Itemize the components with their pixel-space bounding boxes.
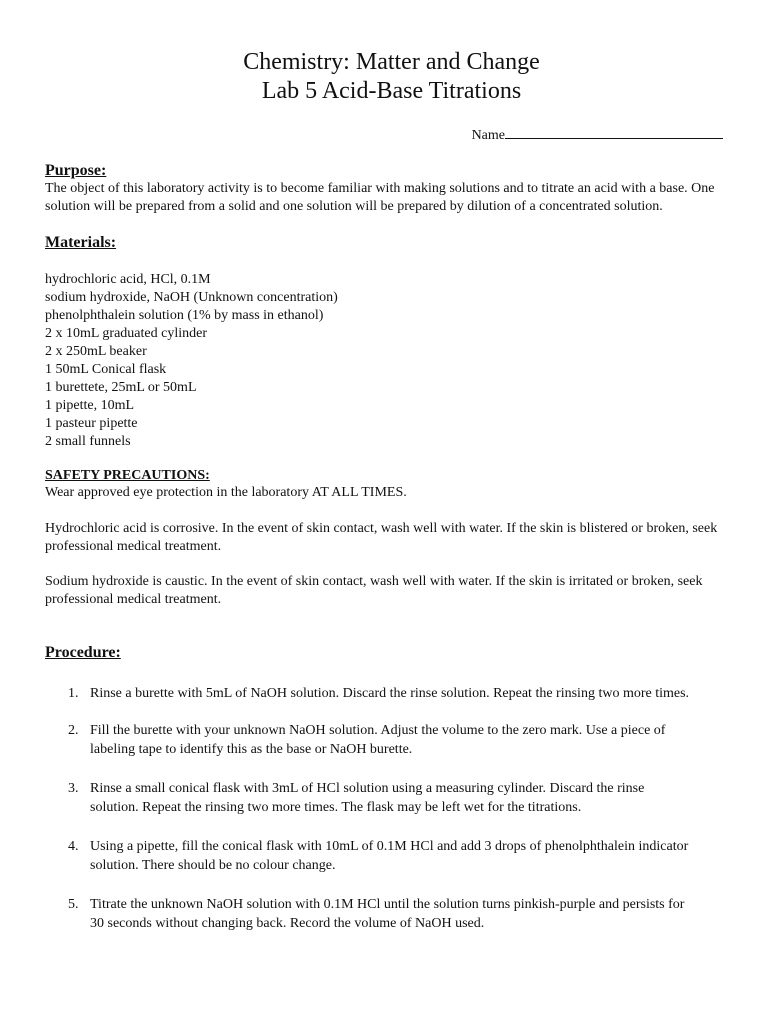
materials-section [45,234,724,451]
purpose-section [45,162,724,216]
material-item: sodium hydroxide, NaOH (Unknown concentration) [45,290,338,305]
material-item: 1 pipette, 10mL [45,398,135,413]
material-item: 2 small funnels [45,434,131,449]
step-text: Fill the burette with your unknown NaOH solution. Adjust the volume to the zero mark. Use a piece of labeling tape to identify this as the base or NaOH burette. [90,723,666,757]
material-item: 1 burettete, 25mL or 50mL [45,380,197,395]
title-line-lab: Lab 5 Acid-Base Titrations [261,78,522,104]
procedure-step [45,837,724,875]
step-text: Rinse a burette with 5mL of NaOH solution. Discard the rinse solution. Repeat the rinsing two more times. [90,686,690,701]
document-title [59,48,724,106]
safety-sodium-hydroxide: Sodium hydroxide is caustic. In the event of skin contact, wash well with water. If the skin is irritated or broken, seek professional medical treatment. [45,574,703,607]
materials-list [45,271,724,451]
procedure-step [45,721,724,759]
step-number: 4. [68,839,79,854]
safety-section [45,468,724,609]
step-text: Rinse a small conical flask with 3mL of HCl solution using a measuring cylinder. Discard the rinse solution. Repeat the rinsing two more times. The flask may be left wet for the titrations. [90,781,645,815]
safety-hydrochloric-acid: Hydrochloric acid is corrosive. In the event of skin contact, wash well with water. If the skin is blistered or broken, seek professional medical treatment. [45,521,718,554]
step-number: 2. [68,723,79,738]
name-field [45,126,724,144]
procedure-section [45,644,724,933]
step-number: 5. [68,897,79,912]
material-item: 1 pasteur pipette [45,416,138,431]
procedure-step [45,684,724,703]
procedure-heading: Procedure: [45,644,121,661]
materials-heading: Materials: [45,234,117,251]
title-line-course: Chemistry: Matter and Change [243,49,540,75]
material-item: 1 50mL Conical flask [45,362,167,377]
safety-heading: SAFETY PRECAUTIONS: [45,468,210,483]
procedure-steps [45,684,724,933]
material-item: 2 x 10mL graduated cylinder [45,326,207,341]
material-item: phenolphthalein solution (1% by mass in ethanol) [45,308,324,323]
material-item: hydrochloric acid, HCl, 0.1M [45,272,211,287]
purpose-text: The object of this laboratory activity is to become familiar with making solutions and to titrate an acid with a base. One solution will be prepared from a solid and one solution will be prepared by dilution of a concentrated solution. [45,181,715,214]
step-number: 3. [68,781,79,796]
step-number: 1. [68,686,79,701]
procedure-step [45,895,724,933]
name-label: Name [471,128,505,143]
step-text: Titrate the unknown NaOH solution with 0.1M HCl until the solution turns pinkish-purple and persists for 30 seconds without changing back. Record the volume of NaOH used. [90,897,685,931]
procedure-step [45,779,724,817]
name-blank-line [505,126,723,139]
safety-eye-protection: Wear approved eye protection in the laboratory AT ALL TIMES. [45,485,407,500]
material-item: 2 x 250mL beaker [45,344,147,359]
step-text: Using a pipette, fill the conical flask with 10mL of 0.1M HCl and add 3 drops of phenolphthalein indicator solution. There should be no colour change. [90,839,689,873]
purpose-heading: Purpose: [45,162,107,179]
